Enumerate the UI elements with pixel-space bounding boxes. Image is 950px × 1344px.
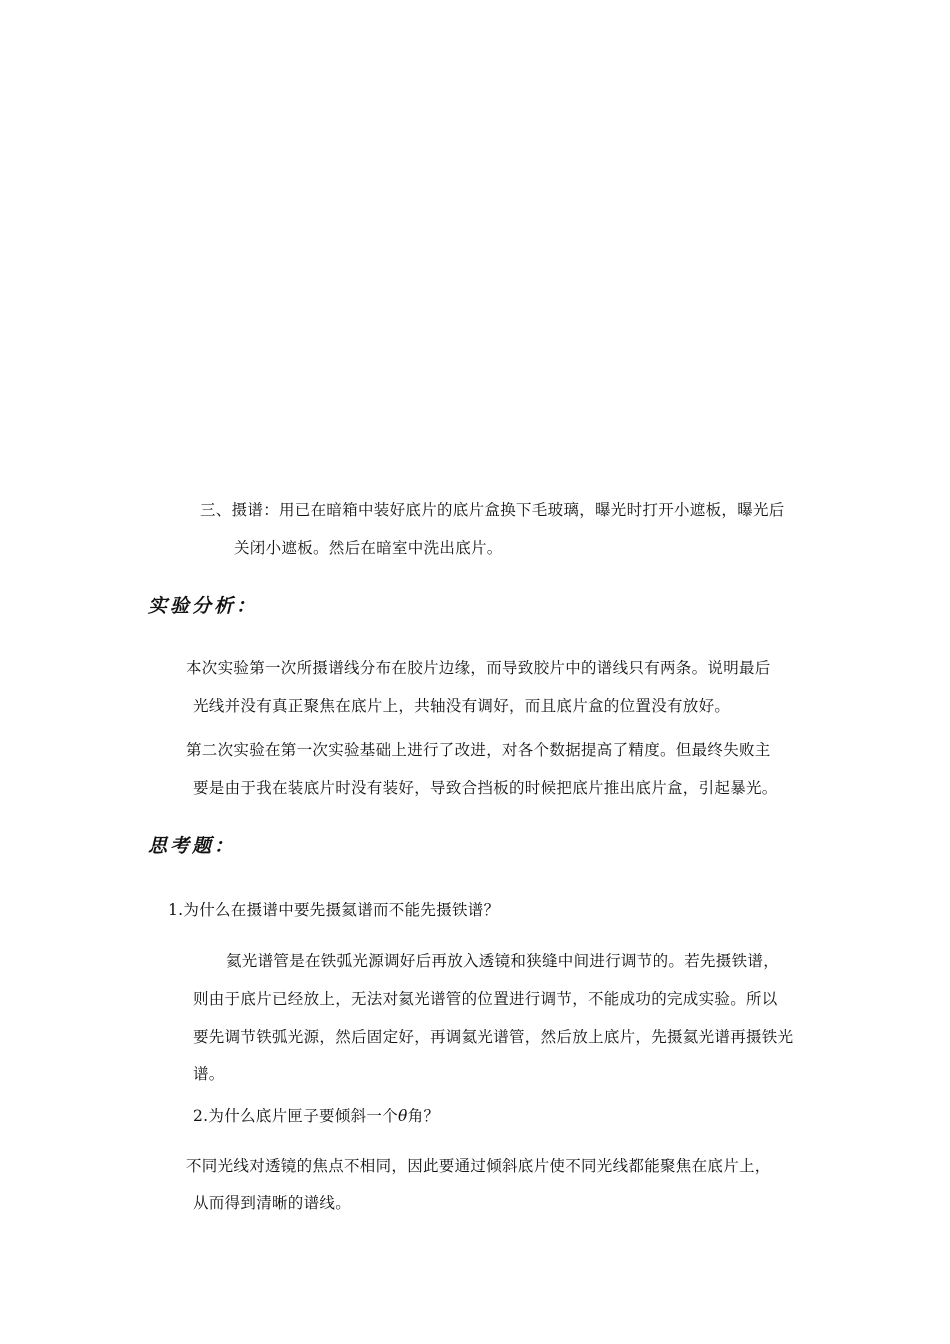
analysis-p1-line-2: 光线并没有真正聚焦在底片上，共轴没有调好，而且底片盒的位置没有放好。: [193, 697, 731, 715]
answer-1-line-2: 则由于底片已经放上，无法对氦光谱管的位置进行调节，不能成功的完成实验。所以: [193, 990, 778, 1008]
answer-1-line-1: 氦光谱管是在铁弧光源调好后再放入透镜和狭缝中间进行调节的。若先摄铁谱，: [226, 952, 780, 970]
theta-symbol: θ: [398, 1107, 408, 1125]
step3-line-2: 关闭小遮板。然后在暗室中洗出底片。: [234, 539, 503, 557]
questions-heading: 思考题：: [148, 835, 237, 857]
step3-line-1: 三、摄谱：用已在暗箱中装好底片的底片盒换下毛玻璃，曝光时打开小遮板，曝光后: [200, 501, 785, 519]
answer-2-line-1: 不同光线对透镜的焦点不相同，因此要通过倾斜底片使不同光线都能聚焦在底片上，: [186, 1157, 771, 1175]
question-1: 1.为什么在摄谱中要先摄氦谱而不能先摄铁谱？: [168, 901, 500, 919]
analysis-p2-line-1: 第二次实验在第一次实验基础上进行了改进，对各个数据提高了精度。但最终失败主: [186, 741, 771, 759]
analysis-heading: 实验分析：: [148, 595, 259, 617]
analysis-p2-line-2: 要是由于我在装底片时没有装好，导致合挡板的时候把底片推出底片盒，引起暴光。: [193, 779, 778, 797]
answer-2-line-2: 从而得到清晰的谱线。: [193, 1194, 352, 1212]
question-2: [193, 1106, 439, 1126]
answer-1-line-3: 要先调节铁弧光源，然后固定好，再调氦光谱管，然后放上底片，先摄氦光谱再摄铁光: [193, 1028, 794, 1046]
question-2-suffix: 角？: [407, 1107, 440, 1125]
analysis-p1-line-1: 本次实验第一次所摄谱线分布在胶片边缘，而导致胶片中的谱线只有两条。说明最后: [186, 659, 771, 677]
question-2-prefix: 2.为什么底片匣子要倾斜一个: [193, 1107, 398, 1125]
answer-1-line-4: 谱。: [193, 1065, 225, 1083]
